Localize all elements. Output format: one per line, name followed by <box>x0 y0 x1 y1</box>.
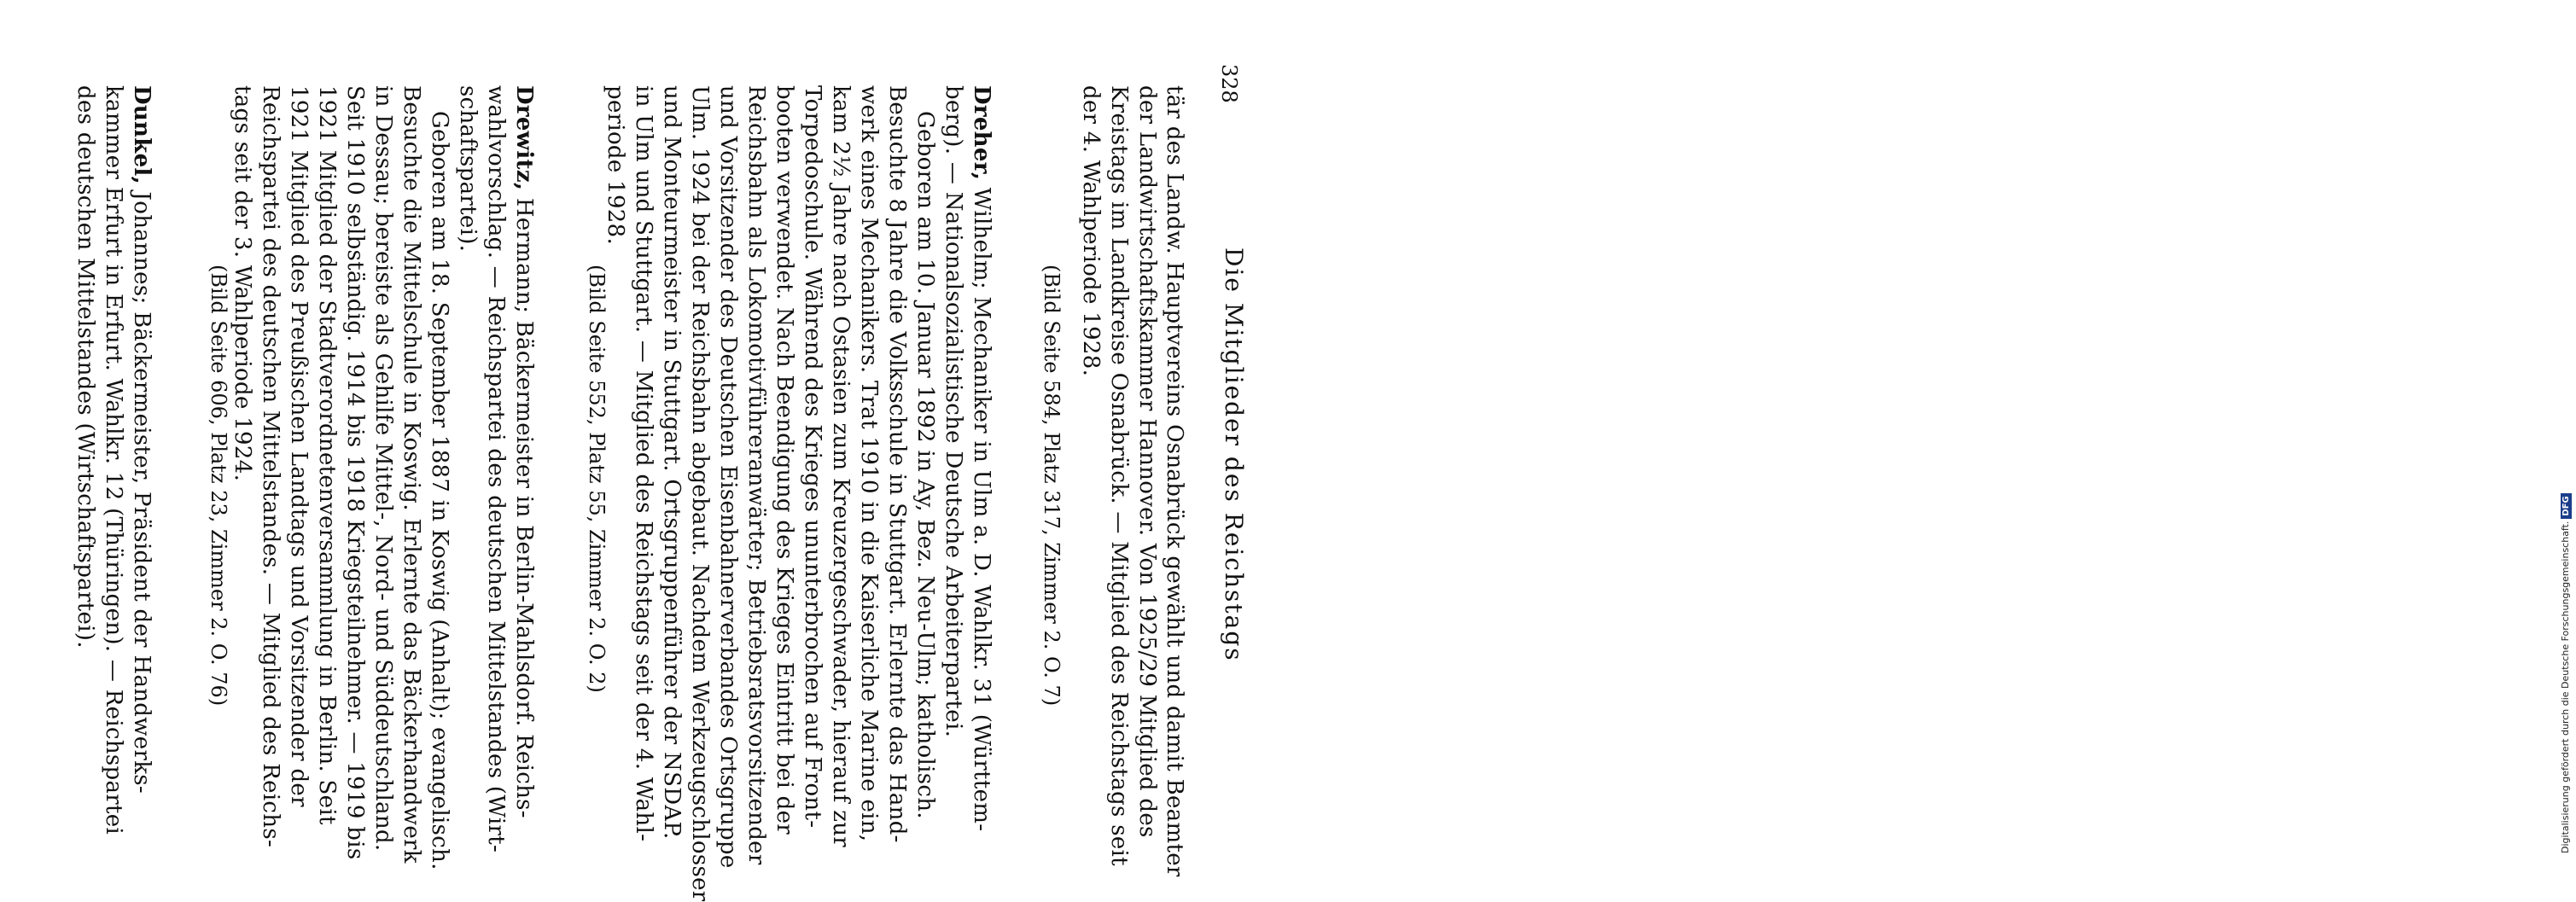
picture-reference: (Bild Seite 584, Platz 317, Zimmer 2. O. 7) <box>1040 265 1064 707</box>
member-name: Dreher, <box>969 85 994 181</box>
text-line: 1921 Mitglied der Stadtverordnetenversammlung in Berlin. Seit <box>314 85 340 825</box>
text-line: Kreistags im Landkreise Osnabrück. — Mitglied des Reichstags seit <box>1106 85 1132 866</box>
text-line: in Ulm und Stuttgart. — Mitglied des Reichstags seit der 4. Wahl- <box>631 85 656 842</box>
text-line: 1921 Mitglied des Preußischen Landtags und Vorsitzender der <box>286 85 312 807</box>
text-line: tär des Landw. Hauptvereins Osnabrück gewählt und damit Beamter <box>1162 85 1187 877</box>
picture-reference: (Bild Seite 552, Platz 55, Zimmer 2. O. 2) <box>585 265 609 693</box>
digitization-margin <box>1288 0 2576 853</box>
member-name: Drewitz, <box>511 85 537 191</box>
text-line: Besuchte die Mittelschule in Koswig. Erlernte das Bäckerhandwerk <box>399 85 424 864</box>
entry-first-line <box>511 85 537 818</box>
text-line: kammer Erfurt in Erfurt. Wahlkr. 12 (Thüringen). — Reichspartei <box>101 85 126 835</box>
text-line: des deutschen Mittelstandes (Wirtschaftspartei). <box>73 85 98 649</box>
text-line: Ulm. 1924 bei der Reichsbahn abgebaut. Nachdem Werkzeugschlosser <box>687 85 713 902</box>
text-line: tags seit der 3. Wahlperiode 1924. <box>230 85 255 482</box>
text-line: kam 2½ Jahre nach Ostasien zum Kreuzergeschwader, hierauf zur <box>828 85 854 848</box>
text-line: Geboren am 18. September 1887 in Koswig (Anhalt); evangelisch. <box>427 111 452 870</box>
entry-first-line <box>969 85 994 831</box>
text-line: wahlvorschlag. — Reichspartei des deutschen Mittelstandes (Wirt- <box>483 85 509 853</box>
digitization-note <box>2560 493 2572 853</box>
digitization-text: Digitalisierung gefördert durch die Deutsche Forschungsgemeinschaft. <box>2560 521 2571 853</box>
picture-reference: (Bild Seite 606, Platz 23, Zimmer 2. O. 76) <box>207 265 230 707</box>
running-title: Die Mitglieder des Reichstags <box>1220 247 1248 662</box>
text-line: Reichsbahn als Lokomotivführeranwärter; Betriebsratsvorsitzender <box>743 85 769 865</box>
text-line: schaftspartei). <box>455 85 481 253</box>
text-line: booten verwendet. Nach Beendigung des Krieges Eintritt bei der <box>772 85 797 835</box>
member-details: Hermann; Bäckermeister in Berlin-Mahlsdorf. Reichs- <box>511 197 537 818</box>
text-line: und Monteurmeister in Stuttgart. Ortsgruppenführer der NSDAP. <box>659 85 685 840</box>
text-line: der 4. Wahlperiode 1928. <box>1078 85 1104 377</box>
text-line: periode 1928. <box>603 85 628 246</box>
member-details: Wilhelm; Mechaniker in Ulm a. D. Wahlkr. 31 (Württem- <box>969 187 994 832</box>
member-name: Dunkel, <box>129 85 154 184</box>
text-line: Reichspartei des deutschen Mittelstandes. — Mitglied des Reichs- <box>258 85 283 848</box>
text-line: Geboren am 10. Januar 1892 in Ay, Bez. Neu-Ulm; katholisch. <box>912 111 938 819</box>
text-line: Besuchte 8 Jahre die Volksschule in Stuttgart. Erlernte das Hand- <box>884 85 910 843</box>
text-line: werk eines Mechanikers. Trat 1910 in die Kaiserliche Marine ein, <box>856 85 882 842</box>
dfg-logo: DFG <box>2561 493 2572 518</box>
text-line: Torpedoschule. Während des Krieges ununterbrochen auf Front- <box>800 85 825 829</box>
text-line: der Landwirtschaftskammer Hannover. Von 1925/29 Mitglied des <box>1134 85 1160 838</box>
text-line: in Dessau; bereiste als Gehilfe Mittel-, Nord- und Süddeutschland. <box>370 85 396 852</box>
text-line: und Vorsitzender des Deutschen Eisenbahnerverbandes Ortsgruppe <box>715 85 741 869</box>
text-line: Seit 1910 selbständig. 1914 bis 1918 Kriegsteilnehmer. — 1919 bis <box>342 85 368 860</box>
member-details: Johannes; Bäckermeister, Präsident der Handwerks- <box>129 191 154 794</box>
entry-first-line <box>129 85 154 794</box>
page-number: 328 <box>1217 64 1241 103</box>
text-line: berg). — Nationalsozialistische Deutsche Arbeiterpartei. <box>941 85 966 738</box>
